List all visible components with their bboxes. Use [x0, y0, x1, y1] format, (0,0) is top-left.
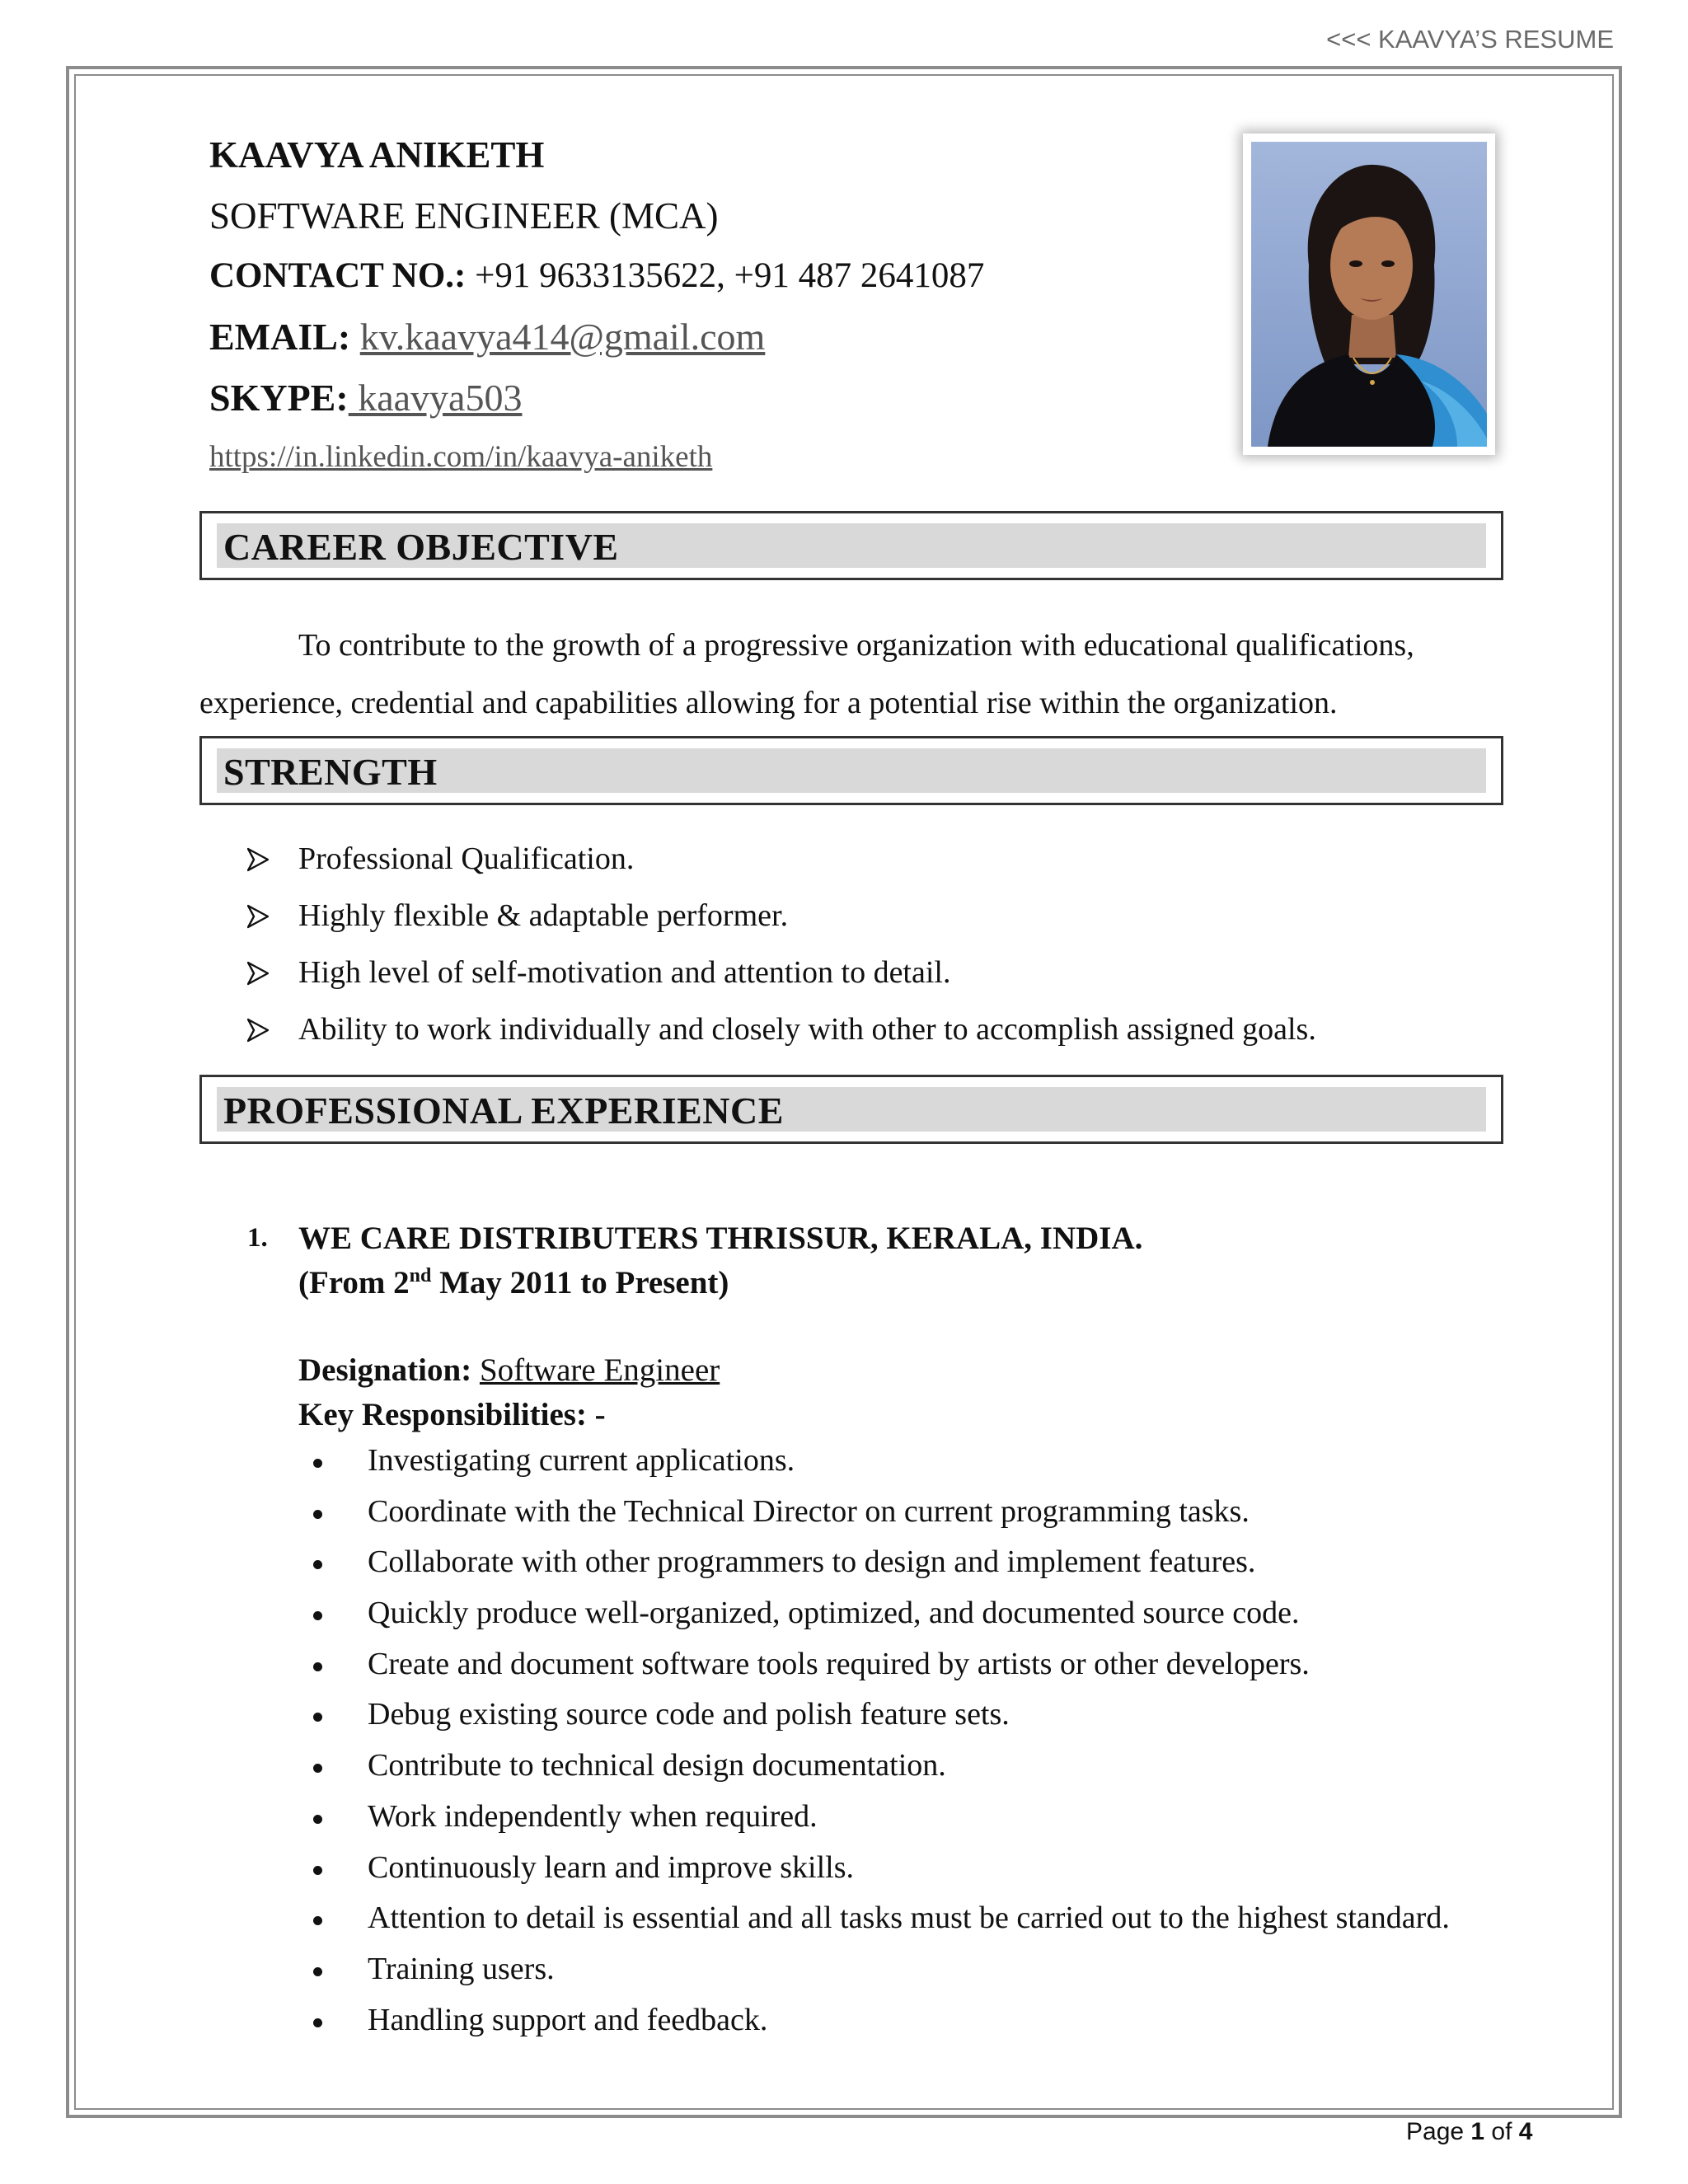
duty-text: Continuously learn and improve skills. [368, 1849, 855, 1885]
duty-text: Training users. [368, 1951, 555, 1986]
duty-text: Investigating current applications. [368, 1443, 795, 1478]
linkedin-link[interactable]: https://in.linkedin.com/in/kaavya-aniketh [209, 440, 713, 474]
page-prefix: Page [1406, 2118, 1471, 2145]
bullet-dot-icon [313, 1713, 322, 1722]
duty-text: Contribute to technical design documentation. [368, 1748, 946, 1783]
list-item [247, 898, 1316, 954]
section-title: STRENGTH [223, 751, 438, 793]
list-item [310, 1798, 1450, 1849]
list-item [310, 1849, 1450, 1900]
designation-value: Software Engineer [479, 1352, 720, 1388]
email-label: EMAIL: [209, 316, 351, 358]
skype-line [209, 376, 522, 419]
page-total: 4 [1518, 2118, 1533, 2145]
list-item [247, 841, 1316, 898]
job-company: WE CARE DISTRIBUTERS THRISSUR, KERALA, INDIA. [298, 1221, 1143, 1256]
duty-text: Quickly produce well-organized, optimized, and documented source code. [368, 1596, 1300, 1631]
email-link[interactable]: kv.kaavya414@gmail.com [359, 316, 766, 358]
bullet-dot-icon [313, 1967, 322, 1976]
email-line [209, 315, 765, 359]
section-strength [199, 736, 1503, 805]
career-objective-text: To contribute to the growth of a progressive organization with educational qualifications, experience, credential and capabilities allowing for a potential rise within the organization. [199, 628, 1414, 720]
profile-photo-illustration [1251, 142, 1487, 447]
bullet-dot-icon [313, 1510, 322, 1519]
profile-photo [1251, 142, 1487, 447]
candidate-name: KAAVYA ANIKETH [209, 134, 545, 176]
section-title: PROFESSIONAL EXPERIENCE [223, 1090, 784, 1132]
profile-photo-frame [1243, 134, 1495, 455]
strengths-list [247, 841, 1316, 1068]
arrow-bullet-icon [247, 847, 269, 872]
bullet-dot-icon [313, 1459, 322, 1468]
section-title: CAREER OBJECTIVE [223, 526, 619, 568]
list-item [310, 1544, 1450, 1595]
bullet-dot-icon [313, 1916, 322, 1925]
contact-line [209, 255, 984, 296]
duty-text: Collaborate with other programmers to design and implement features. [368, 1544, 1256, 1580]
candidate-title: SOFTWARE ENGINEER (MCA) [209, 195, 719, 237]
key-responsibilities-label: Key Responsibilities: - [298, 1397, 606, 1432]
strength-text: Professional Qualification. [298, 841, 635, 876]
designation-line [298, 1352, 720, 1389]
job-dates [298, 1264, 729, 1301]
skype-label: SKYPE: [209, 377, 349, 419]
page-current: 1 [1470, 2118, 1485, 2145]
skype-link[interactable]: kaavya503 [348, 377, 523, 419]
list-item [310, 1493, 1450, 1544]
section-professional-experience [199, 1075, 1503, 1144]
bullet-dot-icon [313, 1560, 322, 1569]
page-of: of [1484, 2118, 1519, 2145]
job-dates-suffix: nd [409, 1265, 432, 1286]
list-item [310, 1646, 1450, 1697]
strength-text: Ability to work individually and closely with other to accomplish assigned goals. [298, 1012, 1316, 1047]
contact-label: CONTACT NO.: [209, 256, 467, 295]
duty-text: Attention to detail is essential and all tasks must be carried out to the highest standard. [368, 1900, 1450, 1936]
section-career-objective [199, 511, 1503, 580]
list-item [310, 1747, 1450, 1798]
contact-value: +91 9633135622, +91 487 2641087 [466, 256, 985, 295]
duty-text: Handling support and feedback. [368, 2002, 768, 2037]
bullet-dot-icon [313, 1815, 322, 1824]
strength-text: Highly flexible & adaptable performer. [298, 898, 789, 933]
arrow-bullet-icon [247, 961, 269, 986]
list-item [310, 2002, 1450, 2053]
bullet-dot-icon [313, 1611, 322, 1620]
bullet-dot-icon [313, 1764, 322, 1773]
page-number [1406, 2118, 1532, 2146]
bullet-dot-icon [313, 1866, 322, 1875]
running-header: <<< KAAVYA’S RESUME [1326, 25, 1614, 54]
job-number: 1. [247, 1223, 268, 1253]
bullet-dot-icon [313, 1662, 322, 1671]
arrow-bullet-icon [247, 904, 269, 929]
list-item [310, 1595, 1450, 1646]
list-item [310, 1696, 1450, 1747]
job-dates-start: (From 2 [298, 1265, 410, 1301]
list-item [310, 1442, 1450, 1493]
duty-text: Work independently when required. [368, 1798, 818, 1834]
bullet-dot-icon [313, 2018, 322, 2027]
list-item [310, 1900, 1450, 1951]
job-dates-end: May 2011 to Present) [431, 1265, 729, 1301]
list-item [247, 954, 1316, 1011]
designation-label: Designation: [298, 1352, 480, 1388]
duty-text: Coordinate with the Technical Director on current programming tasks. [368, 1493, 1250, 1529]
list-item [247, 1011, 1316, 1068]
strength-text: High level of self-motivation and attention to detail. [298, 955, 951, 990]
responsibilities-list [310, 1442, 1450, 2052]
list-item [310, 1951, 1450, 2002]
duty-text: Debug existing source code and polish feature sets. [368, 1697, 1010, 1732]
arrow-bullet-icon [247, 1018, 269, 1043]
duty-text: Create and document software tools required by artists or other developers. [368, 1646, 1310, 1681]
